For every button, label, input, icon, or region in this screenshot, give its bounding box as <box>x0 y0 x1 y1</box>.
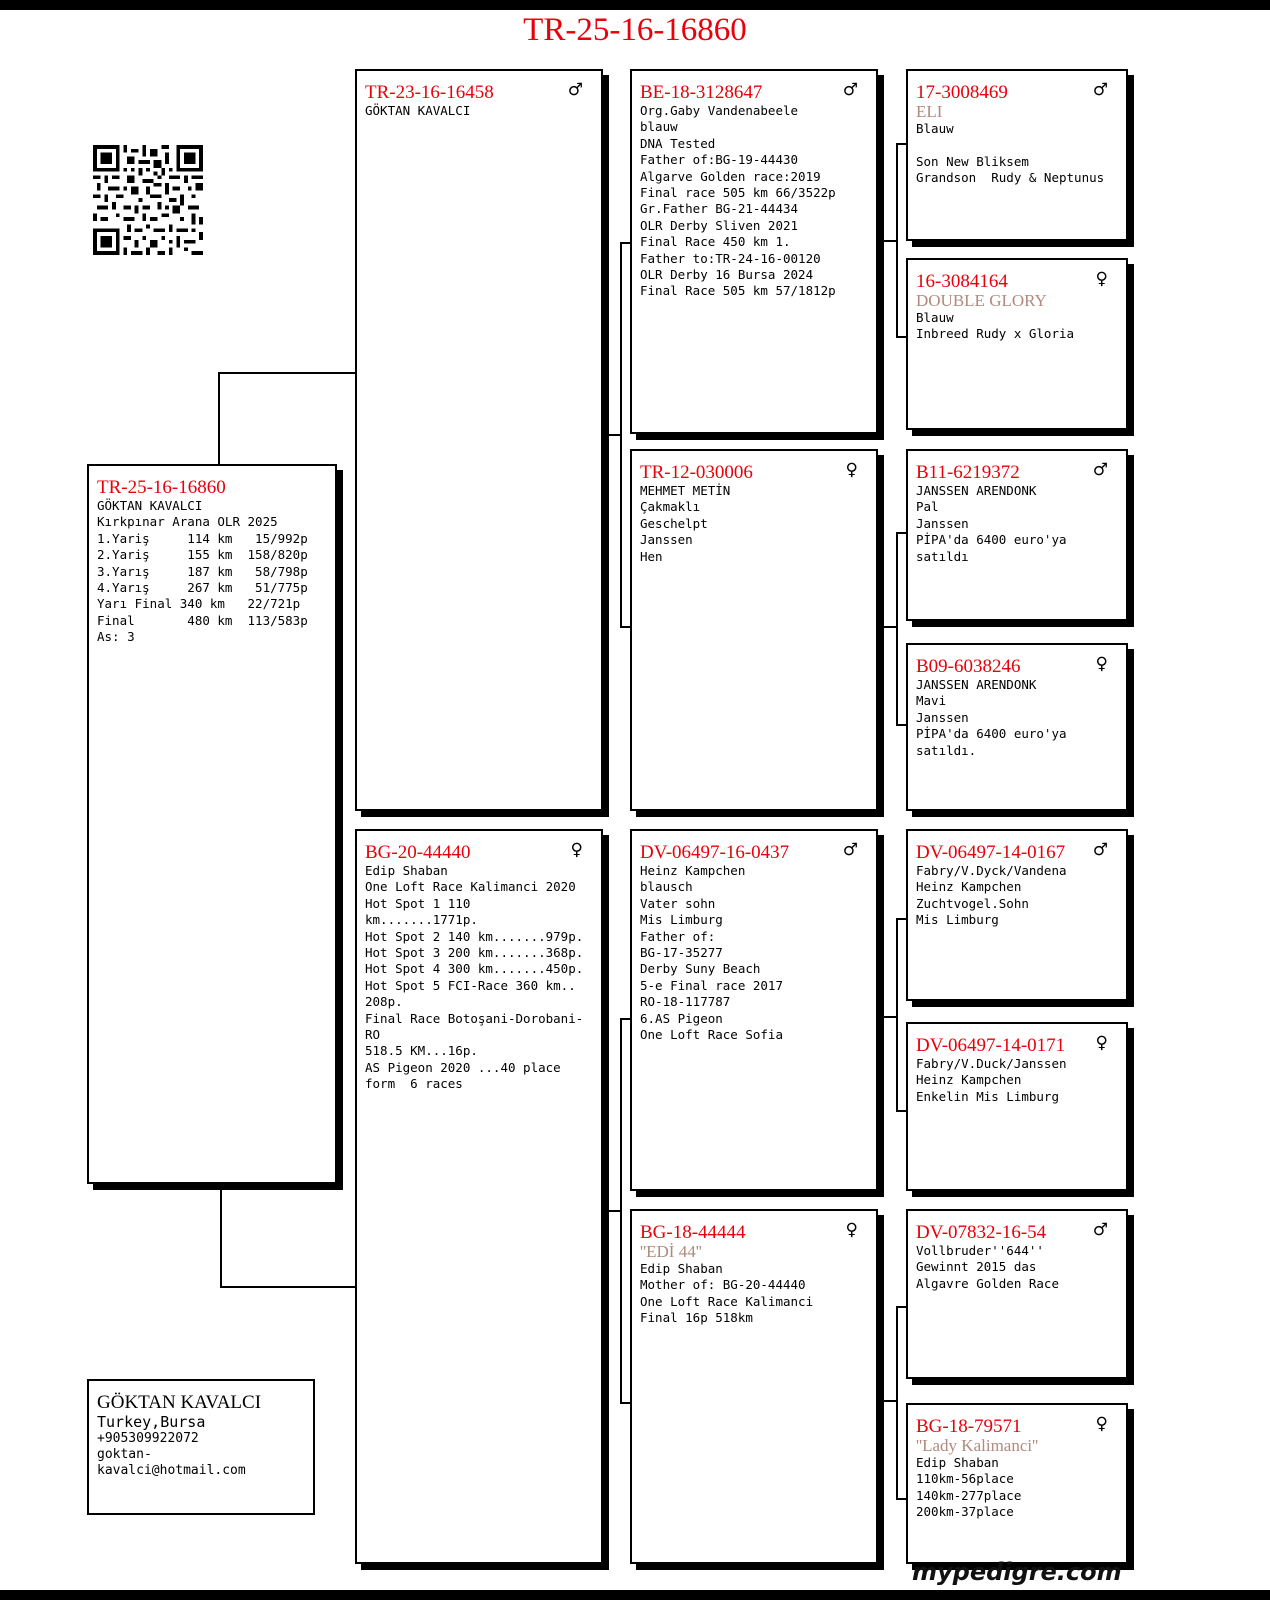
pigeon-card-dam[interactable] <box>355 829 603 1564</box>
info-line: Father of: <box>640 928 716 944</box>
info-line: 1.Yariş 114 km 15/992p <box>97 530 308 546</box>
info-line: GÖKTAN KAVALCI <box>365 103 471 118</box>
pigeon-card-grandsire-paternal[interactable] <box>630 69 878 434</box>
pigeon-card-ggp-5[interactable] <box>906 829 1128 1001</box>
info-line: satıldı <box>916 548 969 564</box>
connector-line <box>896 532 898 726</box>
female-icon: ♀ <box>1095 1033 1108 1053</box>
info-line: Heinz Kampchen <box>916 1072 1022 1088</box>
connector-line <box>620 1018 630 1020</box>
connector-line <box>884 240 896 242</box>
qr-code-icon <box>93 145 203 255</box>
info-line: Hot Spot 5 FCI-Race 360 km.. <box>365 977 576 993</box>
pigeon-card-subject[interactable] <box>87 464 337 1184</box>
connector-line <box>620 1402 630 1404</box>
info-line: PİPA'da 6400 euro'ya <box>916 726 1067 742</box>
info-line: Kırkpınar Arana OLR 2025 <box>97 514 278 530</box>
male-icon: ♂ <box>1092 460 1108 480</box>
info-line: OLR Derby Sliven 2021 <box>640 217 799 233</box>
pigeon-name: ELI <box>916 102 943 121</box>
info-line: Janssen <box>640 532 693 548</box>
info-line: form 6 races <box>365 1076 463 1092</box>
pigeon-card-grandsire-maternal[interactable] <box>630 829 878 1191</box>
ring-number: 16-3084164 <box>916 271 1008 292</box>
info-line: Edip Shaban <box>640 1261 723 1276</box>
brand-logo: mypedigre.com <box>912 1558 1122 1586</box>
info-line: Blauw <box>916 121 954 136</box>
connector-line <box>608 434 620 436</box>
info-line: 3.Yarış 187 km 58/798p <box>97 563 308 579</box>
info-line: Yarı Final 340 km 22/721p <box>97 596 301 612</box>
info-line: Vater sohn <box>640 895 716 911</box>
female-icon: ♀ <box>845 1220 858 1240</box>
info-line: Zuchtvogel.Sohn <box>916 895 1029 911</box>
info-line: km.......1771p. <box>365 912 478 928</box>
page-title: TR-25-16-16860 <box>523 12 747 48</box>
owner-email: kavalci@hotmail.com <box>97 1463 246 1478</box>
pigeon-name: ''EDİ 44'' <box>640 1242 702 1261</box>
pigeon-card-ggp-8[interactable] <box>906 1403 1128 1564</box>
connector-line <box>884 626 896 628</box>
info-line: Blauw <box>916 310 954 325</box>
connector-line <box>220 1184 222 1286</box>
info-line: Janssen <box>916 709 969 725</box>
info-line: Hen <box>640 548 663 564</box>
info-line <box>916 137 1120 153</box>
info-line: Hot Spot 2 140 km.......979p. <box>365 928 584 944</box>
info-line: One Loft Race Kalimanci <box>640 1293 814 1309</box>
ring-number: BG-18-44444 <box>640 1222 746 1243</box>
connector-line <box>218 372 220 464</box>
connector-line <box>220 1286 356 1288</box>
info-line: blauw <box>640 119 678 135</box>
info-line: Hot Spot 3 200 km.......368p. <box>365 945 584 961</box>
info-line: satıldı. <box>916 742 977 758</box>
info-line: GÖKTAN KAVALCI <box>97 498 203 513</box>
connector-line <box>608 1210 620 1212</box>
info-line: RO <box>365 1027 381 1043</box>
info-line: Final Race 505 km 57/1812p <box>640 283 836 299</box>
pigeon-card-ggp-2[interactable] <box>906 258 1128 430</box>
connector-line <box>620 1018 622 1404</box>
ring-number: TR-12-030006 <box>640 462 753 483</box>
info-line: Algarve Golden race:2019 <box>640 168 821 184</box>
info-line: 140km-277place <box>916 1487 1022 1503</box>
info-line: 110km-56place <box>916 1471 1014 1487</box>
info-line: Hot Spot 1 110 <box>365 895 471 911</box>
ring-number: B11-6219372 <box>916 462 1020 483</box>
ring-number: B09-6038246 <box>916 656 1021 677</box>
info-line: AS Pigeon 2020 ...40 place <box>365 1059 561 1075</box>
male-icon: ♂ <box>842 840 858 860</box>
info-line: BG-17-35277 <box>640 945 723 961</box>
info-line: 518.5 KM...16p. <box>365 1043 478 1059</box>
info-line: Mis Limburg <box>640 912 723 928</box>
ring-number: DV-06497-16-0437 <box>640 842 790 863</box>
ring-number: BG-18-79571 <box>916 1416 1022 1437</box>
pigeon-card-granddam-maternal[interactable] <box>630 1209 878 1564</box>
connector-line <box>896 1306 898 1500</box>
ring-number: BG-20-44440 <box>365 842 471 863</box>
info-line: Final Race 450 km 1. <box>640 234 791 250</box>
info-line: Son New Bliksem <box>916 153 1029 169</box>
info-line: Org.Gaby Vandenabeele <box>640 103 799 118</box>
ring-number: TR-23-16-16458 <box>365 82 494 103</box>
info-line: Edip Shaban <box>916 1455 999 1470</box>
bottom-border <box>0 1590 1270 1600</box>
connector-line <box>620 242 630 244</box>
pigeon-card-ggp-7[interactable] <box>906 1209 1128 1379</box>
owner-location: Turkey,Bursa <box>97 1413 206 1431</box>
info-line: Fabry/V.Dyck/Vandena <box>916 863 1067 878</box>
info-line: One Loft Race Kalimanci 2020 <box>365 879 576 895</box>
info-line: Final 16p 518km <box>640 1310 753 1326</box>
info-line: Father of:BG-19-44430 <box>640 152 799 168</box>
connector-line <box>884 1400 896 1402</box>
info-line: Final Race Botoşani-Dorobani- <box>365 1010 584 1026</box>
ring-number: 17-3008469 <box>916 82 1008 103</box>
info-line: MEHMET METİN <box>640 483 731 498</box>
info-line: Mis Limburg <box>916 912 999 928</box>
info-line: Mavi <box>916 693 947 709</box>
connector-line <box>884 1016 896 1018</box>
info-line: 4.Yarış 267 km 51/775p <box>97 580 308 596</box>
male-icon: ♂ <box>842 80 858 100</box>
pigeon-card-sire[interactable] <box>355 69 603 811</box>
info-line: PİPA'da 6400 euro'ya <box>916 532 1067 548</box>
info-line: Vollbruder''644'' <box>916 1243 1044 1258</box>
info-line: Heinz Kampchen <box>916 879 1022 895</box>
info-line: Algavre Golden Race <box>916 1275 1059 1291</box>
pigeon-card-ggp-4[interactable] <box>906 643 1128 811</box>
info-line: JANSSEN ARENDONK <box>916 677 1037 692</box>
connector-line <box>620 242 622 628</box>
info-line: OLR Derby 16 Bursa 2024 <box>640 267 814 283</box>
owner-name: GÖKTAN KAVALCI <box>97 1392 262 1413</box>
female-icon: ♀ <box>570 840 583 860</box>
info-line: Inbreed Rudy x Gloria <box>916 326 1075 342</box>
info-line: Edip Shaban <box>365 863 448 878</box>
connector-line <box>218 372 356 374</box>
connector-line <box>896 918 898 1112</box>
info-line: Gewinnt 2015 das <box>916 1259 1037 1275</box>
info-line: As: 3 <box>97 629 135 645</box>
ring-number: BE-18-3128647 <box>640 82 763 103</box>
info-line: Father to:TR-24-16-00120 <box>640 250 821 266</box>
info-line: One Loft Race Sofia <box>640 1027 783 1043</box>
female-icon: ♀ <box>1095 1414 1108 1434</box>
ring-number: TR-25-16-16860 <box>97 477 226 498</box>
pigeon-card-ggp-6[interactable] <box>906 1022 1128 1191</box>
connector-line <box>896 143 898 338</box>
info-line: RO-18-117787 <box>640 994 731 1010</box>
pigeon-card-granddam-paternal[interactable] <box>630 449 878 811</box>
pigeon-card-ggp-3[interactable] <box>906 449 1128 621</box>
male-icon: ♂ <box>1092 840 1108 860</box>
ring-number: DV-06497-14-0167 <box>916 842 1066 863</box>
info-line: 6.AS Pigeon <box>640 1010 723 1026</box>
info-line: 208p. <box>365 994 403 1010</box>
female-icon: ♀ <box>1095 269 1108 289</box>
top-border <box>0 0 1270 10</box>
info-line: Janssen <box>916 515 969 531</box>
info-line: DNA Tested <box>640 135 716 151</box>
pigeon-name: ''Lady Kalimanci'' <box>916 1436 1039 1455</box>
info-line: 2.Yariş 155 km 158/820p <box>97 547 308 563</box>
male-icon: ♂ <box>567 80 583 100</box>
info-line: Derby Suny Beach <box>640 961 761 977</box>
owner-email: goktan- <box>97 1447 152 1462</box>
info-line: Grandson Rudy & Neptunus <box>916 170 1105 186</box>
pigeon-name: DOUBLE GLORY <box>916 291 1047 310</box>
info-line: Mother of: BG-20-44440 <box>640 1277 806 1293</box>
info-line: Fabry/V.Duck/Janssen <box>916 1056 1067 1071</box>
info-line: Çakmaklı <box>640 499 701 515</box>
info-line: Hot Spot 4 300 km.......450p. <box>365 961 584 977</box>
info-line: Gr.Father BG-21-44434 <box>640 201 799 217</box>
male-icon: ♂ <box>1092 80 1108 100</box>
female-icon: ♀ <box>845 460 858 480</box>
info-line: blausch <box>640 879 693 895</box>
info-line: Pal <box>916 499 939 515</box>
ring-number: DV-07832-16-54 <box>916 1222 1047 1243</box>
info-line: 200km-37place <box>916 1504 1014 1520</box>
owner-phone: +905309922072 <box>97 1431 199 1446</box>
ring-number: DV-06497-14-0171 <box>916 1035 1066 1056</box>
female-icon: ♀ <box>1095 654 1108 674</box>
owner-card <box>87 1379 315 1515</box>
info-line: Final 480 km 113/583p <box>97 612 308 628</box>
male-icon: ♂ <box>1092 1220 1108 1240</box>
info-line: Heinz Kampchen <box>640 863 746 878</box>
connector-line <box>620 626 630 628</box>
info-line: JANSSEN ARENDONK <box>916 483 1037 498</box>
info-line: 5-e Final race 2017 <box>640 977 783 993</box>
pigeon-card-ggp-1[interactable] <box>906 69 1128 241</box>
info-line: Enkelin Mis Limburg <box>916 1088 1059 1104</box>
info-line: Final race 505 km 66/3522p <box>640 185 836 201</box>
info-line: Geschelpt <box>640 515 708 531</box>
